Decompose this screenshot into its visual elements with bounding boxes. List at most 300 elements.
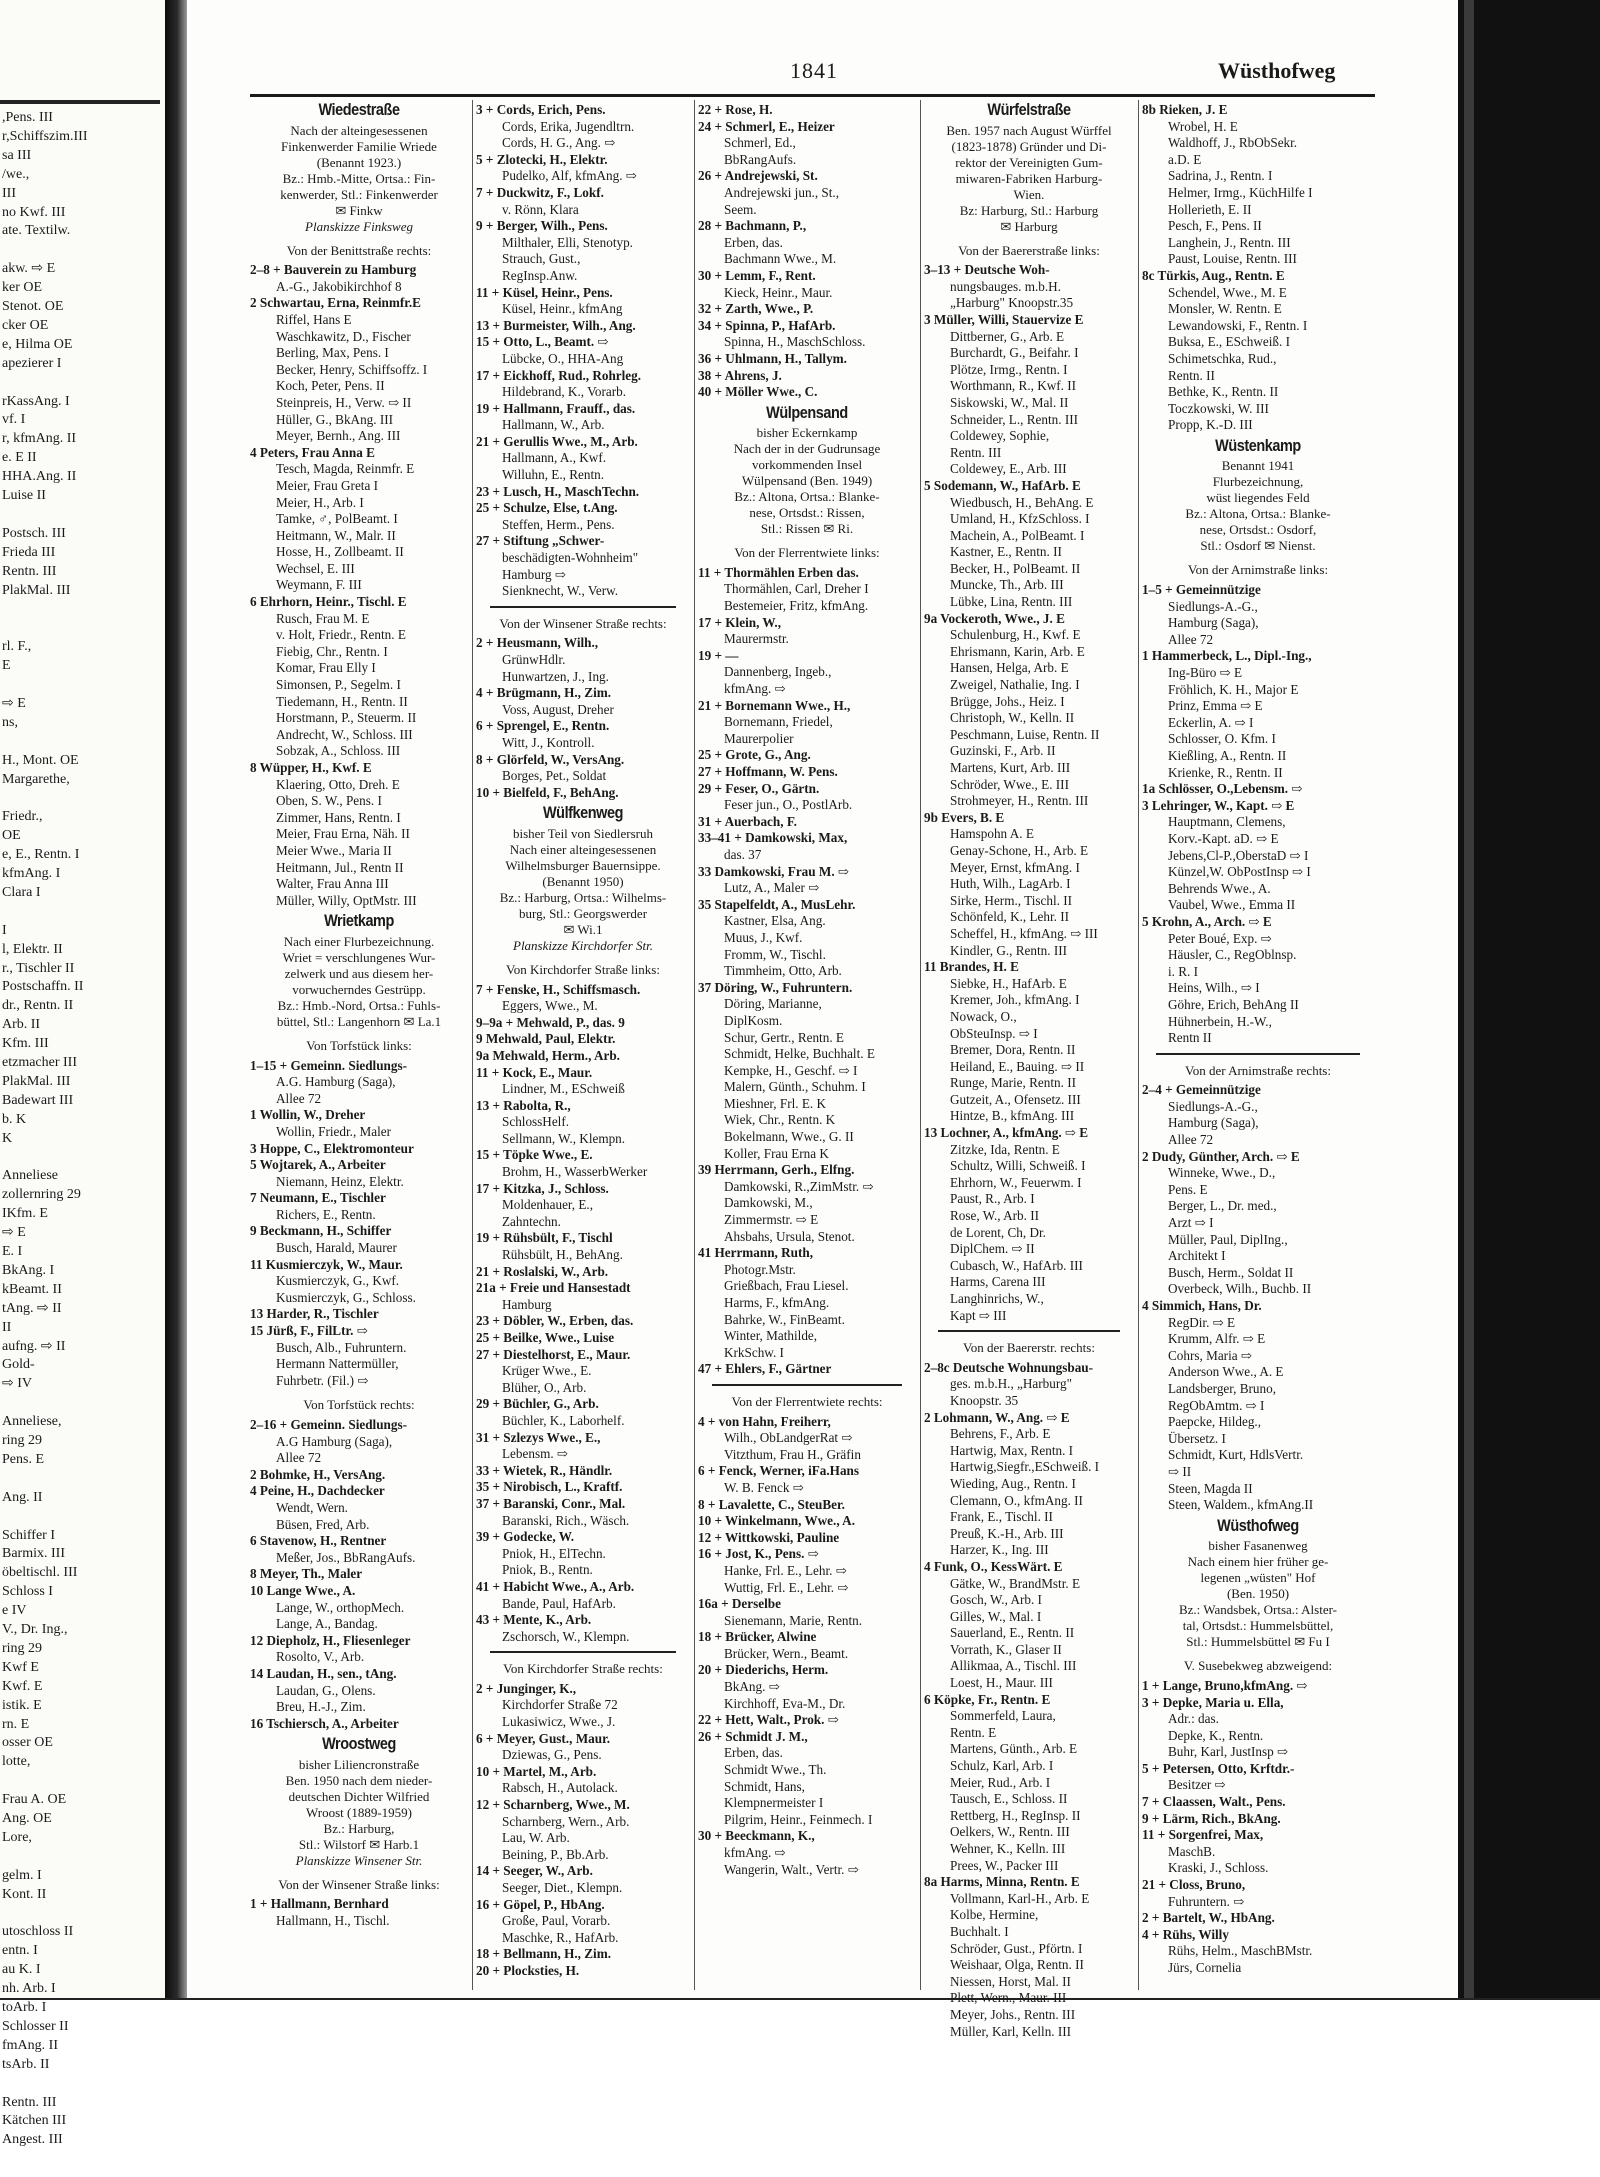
resident-entry: Prinz, Emma ⇨ E	[1168, 698, 1263, 714]
resident-entry: Riffel, Hans E	[276, 311, 352, 327]
street-heading: Würfelstraße	[987, 100, 1071, 119]
resident-entry: Anderson Wwe., A. E	[1168, 1364, 1284, 1380]
resident-entry: 9 + Lärm, Rich., BkAng.	[1142, 1810, 1281, 1826]
street-side-heading: Von der Winsener Straße rechts:	[499, 615, 667, 631]
resident-entry: Meier, Rud., Arb. I	[950, 1774, 1051, 1790]
resident-entry: ges. m.b.H., „Harburg"	[950, 1376, 1072, 1392]
resident-entry: 35 + Nirobisch, L., Kraftf.	[476, 1479, 623, 1495]
resident-entry: 3 Lehringer, W., Kapt. ⇨ E	[1142, 797, 1295, 813]
resident-entry: Toczkowski, W. III	[1168, 400, 1269, 416]
previous-page-line: r, kfmAng. II	[2, 431, 77, 447]
resident-entry: Peter Boué, Exp. ⇨	[1168, 930, 1272, 946]
column-divider	[1138, 100, 1139, 1990]
resident-entry: Kusmierczyk, G., Schloss.	[276, 1289, 416, 1305]
resident-entry: Clemann, O., kfmAng. II	[950, 1492, 1083, 1508]
resident-entry: Harms, F., kfmAng.	[724, 1295, 830, 1310]
resident-entry: Paust, R., Arb. I	[950, 1191, 1035, 1207]
resident-entry: 6 Köpke, Fr., Rentn. E	[924, 1691, 1051, 1707]
resident-entry: Dannenberg, Ingeb.,	[724, 664, 832, 680]
resident-entry: Weymann, F. III	[276, 577, 362, 593]
resident-entry: Rühsbült, H., BehAng.	[502, 1247, 623, 1263]
resident-entry: 7 + Duckwitz, F., Lokf.	[476, 184, 604, 200]
resident-entry: Hildebrand, K., Vorarb.	[502, 384, 627, 400]
resident-entry: 12 + Wittkowski, Pauline	[698, 1529, 840, 1545]
resident-entry: Winter, Mathilde,	[724, 1328, 818, 1344]
resident-entry: Busch, Harald, Maurer	[276, 1240, 397, 1256]
plan-reference: Planskizze Kirchdorfer Str.	[513, 937, 653, 953]
previous-page-line: Rentn. III	[2, 2094, 57, 2110]
resident-entry: A.G Hamburg (Saga),	[276, 1433, 393, 1449]
previous-page-line: r,Schiffszim.III	[2, 128, 88, 144]
resident-entry: 5 + Petersen, Otto, Krftdr.-	[1142, 1760, 1295, 1776]
resident-entry: 19 + Rühsbült, F., Tischl	[476, 1230, 613, 1246]
resident-entry: 2 + Bartelt, W., HbAng.	[1142, 1910, 1275, 1926]
previous-page-line: apezierer I	[2, 355, 62, 371]
resident-entry: 20 + Plocksties, H.	[476, 1962, 580, 1978]
previous-page-line: Kätchen III	[2, 2113, 67, 2129]
resident-entry: Brücker, Wern., Beamt.	[724, 1645, 849, 1661]
resident-entry: Maurerpolier	[724, 730, 794, 746]
street-note	[476, 842, 690, 890]
resident-entry: Weishaar, Olga, Rentn. II	[950, 1957, 1084, 1973]
note-line: ✉ Finkw	[335, 202, 383, 218]
note-line: Bz.: Hmb.-Mitte, Ortsa.: Fin-	[282, 170, 436, 186]
resident-entry: Fiebig, Chr., Rentn. I	[276, 643, 388, 659]
resident-entry: Schmidt, Helke, Buchhalt. E	[724, 1046, 875, 1062]
resident-entry: Lutz, A., Maler ⇨	[724, 880, 820, 896]
resident-entry: a.D. E	[1168, 151, 1202, 167]
resident-entry: Malern, Günth., Schuhm. I	[724, 1079, 866, 1095]
column-5	[1142, 102, 1374, 1992]
resident-entry: Fuhruntern. ⇨	[1168, 1893, 1245, 1909]
street-side-heading: Von Kirchdorfer Straße links:	[506, 961, 660, 977]
resident-entry: 11 + Thormählen Erben das.	[698, 564, 859, 580]
resident-entry: 19 + Hallmann, Frauff., das.	[476, 400, 636, 416]
resident-entry: Gosch, W., Arb. I	[950, 1592, 1042, 1608]
note-line: Bz.: Harburg,	[323, 1820, 395, 1836]
section-rule	[938, 1330, 1120, 1332]
resident-entry: Cohrs, Maria ⇨	[1168, 1347, 1252, 1363]
previous-page-line: Margarethe,	[2, 771, 70, 787]
resident-entry: 3 Hoppe, C., Elektromonteur	[250, 1140, 414, 1156]
previous-page-line: ns,	[2, 714, 18, 730]
previous-page-line: Kont. II	[2, 1886, 47, 1902]
resident-entry: Rühs, Helm., MaschBMstr.	[1168, 1943, 1313, 1959]
resident-entry: Hamburg (Saga),	[1168, 615, 1259, 631]
resident-entry: Schultz, Willi, Schweiß. I	[950, 1158, 1086, 1174]
page-number: 1841	[790, 58, 838, 83]
resident-entry: 19 + —	[698, 647, 739, 663]
resident-entry: Eggers, Wwe., M.	[502, 998, 598, 1014]
resident-entry: 25 + Beilke, Wwe., Luise	[476, 1330, 615, 1345]
resident-entry: 2 Schwartau, Erna, Reinmfr.E	[250, 295, 421, 311]
resident-entry: 14 Laudan, H., sen., tAng.	[250, 1665, 397, 1681]
resident-entry: Meyer, Bernh., Ang. III	[276, 428, 401, 444]
note-line: Bz: Harburg, Stl.: Harburg	[959, 202, 1099, 218]
resident-entry: 37 + Baranski, Conr., Mal.	[476, 1495, 626, 1511]
resident-entry: Strauch, Gust.,	[502, 251, 581, 267]
resident-entry: Tesch, Magda, Reinmfr. E	[276, 461, 415, 477]
resident-entry: W. B. Fenck ⇨	[724, 1479, 804, 1495]
resident-entry: Hamburg ⇨	[502, 566, 566, 582]
previous-page-line: ker OE	[2, 280, 43, 296]
resident-entry: 3 + Cords, Erich, Pens.	[476, 102, 606, 117]
resident-entry: 2 Dudy, Günther, Arch. ⇨ E	[1142, 1148, 1300, 1164]
resident-entry: 1 Hammerbeck, L., Dipl.-Ing.,	[1142, 648, 1312, 664]
resident-entry: 1 + Lange, Bruno,kfmAng. ⇨	[1142, 1677, 1308, 1693]
previous-page-line: gelm. I	[2, 1867, 42, 1883]
resident-entry: Heins, Wilh., ⇨ I	[1168, 980, 1260, 996]
resident-entry: Küsel, Heinr., kfmAng	[502, 301, 623, 317]
resident-entry: Sienknecht, W., Verw.	[502, 583, 619, 599]
resident-entry: Arzt ⇨ I	[1168, 1215, 1214, 1231]
resident-entry: Kindler, G., Rentn. III	[950, 942, 1068, 958]
resident-entry: 15 Jürß, F., FilLtr. ⇨	[250, 1323, 368, 1339]
resident-entry: de Lorent, Ch, Dr.	[950, 1224, 1046, 1240]
resident-entry: Vitzthum, Frau H., Gräfin	[724, 1446, 861, 1462]
resident-entry: 4 Peine, H., Dachdecker	[250, 1483, 385, 1499]
resident-entry: Landsberger, Bruno,	[1168, 1380, 1276, 1396]
resident-entry: Busch, Alb., Fuhruntern.	[276, 1339, 407, 1355]
resident-entry: nungsbauges. m.b.H.	[950, 278, 1061, 294]
resident-entry: Steinpreis, H., Verw. ⇨ II	[276, 394, 412, 410]
resident-entry: Damkowski, R.,ZimMstr. ⇨	[724, 1178, 874, 1194]
previous-page-line: Friedr.,	[2, 809, 43, 825]
previous-page-line: ring 29	[2, 1433, 43, 1448]
resident-entry: Fuhrbetr. (Fil.) ⇨	[276, 1372, 369, 1388]
resident-entry: Loest, H., Maur. III	[950, 1675, 1053, 1691]
resident-entry: 31 + Szlezys Wwe., E.,	[476, 1429, 601, 1445]
previous-page-line: l, Elektr. II	[2, 941, 63, 957]
resident-entry: Grießbach, Frau Liesel.	[724, 1278, 849, 1294]
resident-entry: Hamspohn A. E	[950, 826, 1034, 842]
resident-entry: Strohmeyer, H., Rentn. III	[950, 793, 1089, 809]
resident-entry: 39 + Godecke, W.	[476, 1529, 575, 1545]
section-rule	[712, 1384, 902, 1386]
resident-entry: Komar, Frau Elly I	[276, 660, 376, 676]
note-line: burg, Stl.: Georgswerder	[518, 905, 648, 921]
resident-entry: Schulenburg, H., Kwf. E	[950, 627, 1081, 643]
previous-page-line: rn. E	[2, 1716, 30, 1732]
note-line: Wriet = verschlungenes Wur-	[282, 949, 436, 965]
resident-entry: Worthmann, R., Kwf. II	[950, 378, 1077, 394]
resident-entry: Behrends Wwe., A.	[1168, 880, 1271, 896]
resident-entry: Behrens, F., Arb. E	[950, 1426, 1051, 1442]
resident-entry: 40 + Möller Wwe., C.	[698, 384, 818, 400]
resident-entry: Heiland, E., Bauing. ⇨ II	[950, 1058, 1085, 1074]
resident-entry: Hollerieth, E. II	[1168, 201, 1252, 217]
resident-entry: Berger, L., Dr. med.,	[1168, 1198, 1277, 1214]
resident-entry: Architekt I	[1168, 1248, 1226, 1264]
resident-entry: Damkowski, M.,	[724, 1195, 813, 1211]
resident-entry: Hartwig,Siegfr.,ESchweiß. I	[950, 1459, 1100, 1475]
resident-entry: 5 Krohn, A., Arch. ⇨ E	[1142, 913, 1272, 929]
resident-entry: Lau, W. Arb.	[502, 1830, 570, 1846]
resident-entry: Siedlungs-A.-G.,	[1168, 598, 1258, 614]
resident-entry: Adr.: das.	[1168, 1711, 1219, 1727]
header-rule	[250, 94, 1375, 97]
resident-entry: Sirke, Herm., Tischl. II	[950, 892, 1072, 908]
resident-entry: Plett, Wern., Maur. III	[950, 1990, 1067, 2006]
resident-entry: Lewandowski, F., Rentn. I	[1168, 317, 1308, 333]
resident-entry: Waschkawitz, D., Fischer	[276, 328, 411, 344]
resident-entry: Witt, J., Kontroll.	[502, 734, 595, 750]
resident-entry: Muncke, Th., Arb. III	[950, 577, 1064, 593]
resident-entry: 10 + Martel, M., Arb.	[476, 1763, 597, 1779]
resident-entry: Milthaler, Elli, Stenotyp.	[502, 234, 633, 250]
resident-entry: 29 + Feser, O., Gärtn.	[698, 780, 820, 796]
note-line: Bz.: Altona, Ortsa.: Blanke-	[734, 489, 880, 505]
previous-page-line: Ang. II	[2, 1489, 43, 1505]
note-line: kenwerder, Stl.: Finkenwerder	[280, 186, 438, 202]
resident-entry: Künzel,W. ObPostInsp ⇨ I	[1168, 864, 1311, 880]
resident-entry: 9a Mehwald, Herm., Arb.	[476, 1047, 620, 1063]
resident-entry: Christoph, W., Kelln. II	[950, 710, 1075, 726]
resident-entry: 5 Sodemann, W., HafArb. E	[924, 477, 1081, 493]
resident-entry: Martens, Kurt, Arb. III	[950, 760, 1071, 775]
resident-entry: Gilles, W., Mal. I	[950, 1608, 1042, 1624]
resident-entry: beschädigten-Wohnheim"	[502, 550, 639, 566]
resident-entry: Blüher, O., Arb.	[502, 1379, 587, 1395]
resident-entry: v. Holt, Friedr., Rentn. E	[276, 627, 406, 643]
resident-entry: Lindner, M., ESchweiß	[502, 1081, 625, 1097]
note-line: Stl.: Wilstorf ✉ Harb.1	[298, 1836, 420, 1852]
resident-entry: Becker, Henry, Schiffsoffz. I	[276, 361, 428, 377]
resident-entry: Ing-Büro ⇨ E	[1168, 665, 1243, 681]
previous-page-line: entn. I	[2, 1943, 38, 1959]
note-line: Nach der in der Gudrunsage	[733, 441, 881, 457]
resident-entry: Sobzak, A., Schloss. III	[276, 743, 401, 759]
previous-page-line: Lore,	[2, 1829, 32, 1845]
resident-entry: Schröder, Wwe., E. III	[950, 776, 1069, 792]
resident-entry: 2 + Heusmann, Wilh.,	[476, 635, 599, 651]
street-side-heading: Von der Arnimstraße rechts:	[1185, 1062, 1331, 1078]
resident-entry: Rettberg, H., RegInsp. II	[950, 1807, 1081, 1823]
resident-entry: Wrobel, H. E	[1168, 118, 1238, 134]
resident-entry: Meier, Frau Erna, Näh. II	[276, 826, 410, 842]
street-note	[250, 171, 468, 219]
previous-page-line: vf. I	[2, 412, 26, 428]
resident-entry: Dziewas, G., Pens.	[502, 1747, 602, 1763]
previous-page-line: Clara I	[2, 884, 41, 900]
resident-entry: Becker, H., PolBeamt. II	[950, 560, 1081, 576]
resident-entry: 8a Harms, Minna, Rentn. E	[924, 1874, 1080, 1890]
resident-entry: Krienke, R., Rentn. II	[1168, 764, 1283, 780]
previous-page-line: H., Mont. OE	[2, 752, 79, 768]
note-line: Stl.: Rissen ✉ Ri.	[760, 521, 854, 537]
resident-entry: Bornemann, Friedel,	[724, 714, 833, 730]
resident-entry: 9–9a + Mehwald, P., das. 9	[476, 1014, 625, 1030]
resident-entry: Wehner, K., Kelln. III	[950, 1841, 1066, 1856]
resident-entry: Schlosser, O. Kfm. I	[1168, 731, 1276, 747]
resident-entry: SchlossHelf.	[502, 1114, 570, 1130]
resident-entry: Vollmann, Karl-H., Arb. E	[950, 1890, 1090, 1906]
previous-page-line: akw. ⇨ E	[2, 261, 56, 277]
resident-entry: Ehrhorn, W., Feuerwm. I	[950, 1174, 1082, 1190]
resident-entry: 4 Funk, O., KessWärt. E	[924, 1558, 1063, 1574]
resident-entry: Burchardt, G., Beifahr. I	[950, 345, 1079, 361]
previous-page-line: /we.,	[2, 166, 30, 182]
note-line: Nach der alteingesessenen	[290, 122, 428, 138]
street-note	[698, 425, 916, 441]
street-note	[250, 934, 468, 998]
resident-entry: Meyer, Johs., Rentn. III	[950, 2006, 1076, 2022]
resident-entry: Klempnermeister I	[724, 1795, 824, 1811]
resident-entry: Laudan, G., Olens.	[276, 1682, 376, 1698]
column-divider	[920, 100, 921, 1990]
previous-page-line: e IV	[2, 1603, 27, 1619]
resident-entry: Scharnberg, Wern., Arb.	[502, 1813, 630, 1829]
previous-page-line: Ang. OE	[2, 1811, 52, 1826]
resident-entry: Schönfeld, K., Lehr. II	[950, 909, 1070, 925]
resident-entry: 21 + Gerullis Wwe., M., Arb.	[476, 433, 638, 449]
resident-entry: Photogr.Mstr.	[724, 1261, 796, 1277]
column-2	[476, 102, 690, 1992]
resident-entry: Kusmierczyk, G., Kwf.	[276, 1273, 400, 1289]
resident-entry: Martens, Günth., Arb. E	[950, 1741, 1078, 1757]
previous-page-line: ate. Textilw.	[2, 223, 71, 239]
resident-entry: 8 + Glörfeld, W., VersAng.	[476, 751, 625, 767]
resident-entry: 12 + Scharnberg, Wwe., M.	[476, 1797, 630, 1813]
resident-entry: Eckerlin, A. ⇨ I	[1168, 714, 1254, 730]
resident-entry: 6 + Sprengel, E., Rentn.	[476, 718, 610, 734]
note-line: Flurbezeichnung,	[1212, 474, 1304, 490]
resident-entry: A.G. Hamburg (Saga),	[276, 1074, 396, 1090]
note-line: nese, Ortsdst.: Osdorf,	[1199, 522, 1317, 538]
resident-entry: Runge, Marie, Rentn. II	[950, 1075, 1076, 1091]
resident-entry: 22 + Hett, Walt., Prok. ⇨	[698, 1712, 839, 1728]
previous-page-line: no Kwf. III	[2, 204, 66, 220]
plan-reference: Planskizze Winsener Str.	[295, 1852, 423, 1868]
street-note	[1142, 1538, 1374, 1554]
note-line: ✉ Wi.1	[563, 921, 603, 937]
previous-page-line: Schiffer I	[2, 1527, 55, 1543]
resident-entry: Allikmaa, A., Tischl. III	[950, 1658, 1077, 1674]
resident-entry: Zweigel, Nathalie, Ing. I	[950, 677, 1080, 693]
resident-entry: Hunwartzen, J., Ing.	[502, 668, 609, 684]
resident-entry: 2–8c Deutsche Wohnungsbau-	[924, 1359, 1094, 1375]
resident-entry: RegObAmtm. ⇨ I	[1168, 1397, 1265, 1413]
resident-entry: Sommerfeld, Laura,	[950, 1708, 1056, 1724]
resident-entry: Siskowski, W., Mal. II	[950, 394, 1069, 410]
resident-entry: 11 + Küsel, Heinr., Pens.	[476, 284, 613, 300]
resident-entry: Wollin, Friedr., Maler	[276, 1123, 392, 1139]
resident-entry: BkAng. ⇨	[724, 1679, 780, 1695]
resident-entry: Hühnerbein, H.-W.,	[1168, 1013, 1272, 1029]
resident-entry: GrünwHdlr.	[502, 652, 566, 667]
previous-page-line: Luise II	[2, 488, 46, 503]
street-note	[476, 890, 690, 938]
note-line: nese, Ortsdst.: Rissen,	[749, 505, 865, 521]
resident-entry: 5 + Zlotecki, H., Elektr.	[476, 151, 608, 167]
resident-entry: 13 + Rabolta, R.,	[476, 1097, 571, 1113]
resident-entry: Büsen, Fred, Arb.	[276, 1516, 370, 1532]
street-note	[1142, 506, 1374, 554]
resident-entry: Thormählen, Carl, Dreher I	[724, 581, 869, 597]
note-line: zelwerk und aus diesem her-	[284, 965, 434, 981]
resident-entry: Hamburg	[502, 1296, 552, 1312]
previous-page-line: r., Tischler II	[2, 960, 75, 976]
note-line: Wien.	[1013, 186, 1045, 202]
resident-entry: Meier, H., Arb. I	[276, 494, 364, 510]
resident-entry: Gutzeit, A., Ofensetz. III	[950, 1091, 1081, 1107]
resident-entry: Lübke, Lina, Rentn. III	[950, 594, 1073, 610]
note-line: legenen „wüsten" Hof	[1200, 1570, 1316, 1586]
page-edge-shadow	[1458, 0, 1600, 2000]
resident-entry: RegInsp.Anw.	[502, 267, 578, 283]
resident-entry: Breu, H.-J., Zim.	[276, 1699, 366, 1715]
previous-page-line: istik. E	[2, 1697, 42, 1713]
resident-entry: Hansen, Helga, Arb. E	[950, 660, 1069, 676]
resident-entry: Kapt ⇨ III	[950, 1307, 1007, 1323]
resident-entry: Andrejewski jun., St.,	[724, 184, 840, 200]
resident-entry: Erben, das.	[724, 1745, 783, 1761]
resident-entry: 1–5 + Gemeinnützige	[1142, 582, 1261, 598]
resident-entry: Monsler, W. Rentn. E	[1168, 301, 1282, 317]
resident-entry: Heitmann, Jul., Rentn II	[276, 859, 404, 875]
resident-entry: Schulz, Karl, Arb. I	[950, 1758, 1054, 1774]
resident-entry: 21 + Roslalski, W., Arb.	[476, 1263, 609, 1279]
street-side-heading: Von Torfstück links:	[306, 1037, 412, 1053]
resident-entry: Steffen, Herm., Pens.	[502, 516, 615, 532]
resident-entry: Koch, Peter, Pens. II	[276, 378, 385, 394]
resident-entry: Oben, S. W., Pens. I	[276, 793, 382, 809]
resident-entry: 30 + Lemm, F., Rent.	[698, 267, 816, 283]
resident-entry: 16a + Derselbe	[698, 1596, 781, 1612]
resident-entry: Feser jun., O., PostlArb.	[724, 797, 853, 813]
resident-entry: Rentn. E	[950, 1724, 997, 1740]
resident-entry: 33–41 + Damkowski, Max,	[698, 830, 848, 846]
resident-entry: Spinna, H., MaschSchloss.	[724, 334, 866, 350]
resident-entry: 23 + Lusch, H., MaschTechn.	[476, 483, 640, 499]
resident-entry: Wuttig, Frl. E., Lehr. ⇨	[724, 1579, 849, 1595]
section-rule	[1156, 1053, 1360, 1055]
resident-entry: Sadrina, J., Rentn. I	[1168, 168, 1273, 184]
resident-entry: Pniok, H., ElTechn.	[502, 1545, 606, 1561]
resident-entry: Hintze, B., kfmAng. III	[950, 1108, 1075, 1124]
resident-entry: Borges, Pet., Soldat	[502, 768, 607, 784]
resident-entry: Hamburg (Saga),	[1168, 1115, 1259, 1131]
resident-entry: Rose, W., Arb. II	[950, 1208, 1040, 1224]
previous-page-line: e. E II	[2, 450, 37, 466]
previous-page-line: ⇨ E	[2, 1225, 26, 1241]
resident-entry: Allee 72	[1168, 631, 1214, 647]
resident-entry: Richers, E., Rentn.	[276, 1206, 376, 1222]
resident-entry: Kolbe, Hermine,	[950, 1907, 1039, 1923]
note-line: (Benannt 1950)	[542, 873, 624, 889]
resident-entry: 11 Kusmierczyk, W., Maur.	[250, 1256, 403, 1272]
resident-entry: Häusler, C., RegOblnsp.	[1168, 947, 1297, 963]
previous-page-line: I	[2, 922, 7, 938]
resident-entry: Langhein, J., Rentn. III	[1168, 234, 1291, 250]
resident-entry: Koller, Frau Erna K	[724, 1145, 829, 1161]
resident-entry: 4 + von Hahn, Freiherr,	[698, 1413, 831, 1429]
street-note	[250, 1757, 468, 1773]
previous-page-line: PlakMal. III	[2, 582, 71, 598]
resident-entry: 28 + Bachmann, P.,	[698, 218, 807, 234]
previous-page-line: Kwf. E	[2, 1678, 43, 1694]
resident-entry: Schröder, Gust., Pförtn. I	[950, 1940, 1083, 1956]
note-line: Ben. 1957 nach August Würffel	[946, 122, 1112, 138]
resident-entry: Wilh., ObLandgerRat ⇨	[724, 1430, 853, 1446]
resident-entry: Waldhoff, J., RbObSekr.	[1168, 135, 1298, 151]
resident-entry: Meyer, Ernst, kfmAng. I	[950, 859, 1080, 875]
resident-entry: 7 Neumann, E., Tischler	[250, 1190, 386, 1206]
street-heading: Wüsthofweg	[1217, 1515, 1299, 1535]
street-note	[1142, 474, 1374, 506]
resident-entry: Hallmann, A., Kwf.	[502, 450, 607, 466]
resident-entry: Schmidt Wwe., Th.	[724, 1762, 827, 1778]
